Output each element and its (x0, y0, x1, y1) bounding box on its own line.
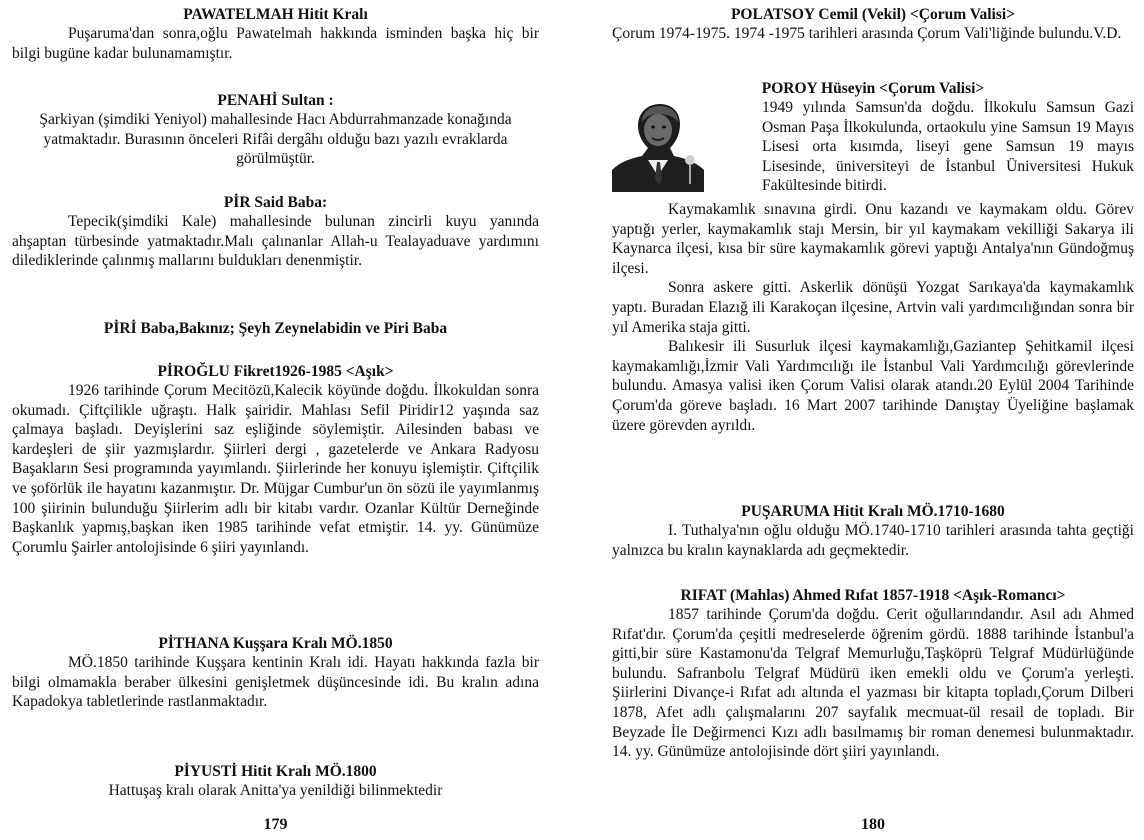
entry-heading: PİROĞLU Fikret1926-1985 <Aşık> (157, 363, 394, 380)
entry-text: 1857 tarihinde Çorum'da doğdu. Cerit oğullarındandır. Asıl adı Ahmed Rıfat'dır. Çorum'da çeşitli medreselerde öğrenim gördü. 1888 tarihinde İstanbul'a gitti,bir süre Kastamonu'da Telgraf Memurluğu,Taşköprü Telgraf Müdürlüğünde bulundu. Safranbolu Telgraf Müdürü iken emekli oldu ve Çorum'a yerleşti. Şiirlerini Divançe-i Rıfat adı altında el yazması bir kitapta topladı,Çorum Dilberi 1878, Afet adlı çalışmalarını 207 sayfalık mecmuat-ül resail de topladı. Bir Beyzade İle Değirmenci Kızı adlı basılmamış bir roman denemesi bulunmaktadır. 14. yy. Günümüze antolojisinde dört şiiri yayınlandı. (612, 606, 1134, 761)
right-page (612, 0, 1134, 840)
entry-heading: PUŞARUMA Hitit Kralı MÖ.1710-1680 (741, 503, 1005, 520)
entry-heading: PİR Said Baba: (223, 194, 328, 211)
entry-text: Kaymakamlık sınavına girdi. Onu kazandı ve kaymakam oldu. Görev yaptığı yerler, kaymakamlık stajı Mersin, bir yıl kaymakam vekilliği Sakarya ili Kaynarca ilçesi, kısa bir süre kaymakamlık görevi yaptığı Antalya'nın Gündoğmuş ilçesi. (612, 200, 1134, 277)
entry-text: 1926 tarihinde Çorum Mecitözü,Kalecik köyünde doğdu. İlkokuldan sonra okumadı. Çiftçilikle uğraştı. Halk şairidir. Mahlası Sefil Piridir12 yaşında saz çalmaya başladı. Deyişlerini saz eşliğinde söylemiştir. Ailesinden babası ve kardeşleri de şiir yazmışlardır. Şiirleri dergi , gazetelerde ve Ankara Radyosu Başakların Sesi programında yayımlandı. Şiirlerinde her konuyu işlemiştir. Çiftçilik ve şoförlük ile hayatını kazanmıştır. Dr. Müjgar Cumbur'un ön sözü ile yayımlanmış 100 şiirinin bulunduğu Şiirlerim adlı bir kitabı vardır. Ozanlar Kültür Derneğinde Başkanlık yapmış,başkan iken 1985 tarihinde vefat etmiştir. 14. yy. Günümüze Çorumlu Şairler antolojisinde 6 şiiri yayınlandı. (12, 382, 539, 556)
entry-heading: RIFAT (Mahlas) Ahmed Rıfat 1857-1918 <Aşık-Romancı> (680, 587, 1066, 604)
entry-heading: PİTHANA Kuşşara Kralı MÖ.1850 (158, 635, 393, 652)
entry-text: MÖ.1850 tarihinde Kuşşara kentinin Kralı idi. Hayatı hakkında fazla bir bilgi olmamakla beraber ülkesini genişletmek düşüncesinde idi. Bu kralın adına Kapadokya tabletlerinde rastlanmaktadır. (12, 654, 539, 711)
entry-piroglu-fikret (12, 363, 539, 557)
entry-text: Puşaruma'dan sonra,oğlu Pawatelmah hakkında isminden başka hiç bir bilgi bugüne kadar bulunamamıştır. (12, 25, 539, 62)
entry-pawatelmah (12, 6, 539, 63)
entry-heading: PİRİ Baba,Bakınız; Şeyh Zeynelabidin ve Piri Baba (103, 320, 448, 337)
portrait-photo (612, 100, 704, 192)
entry-rifat (612, 587, 1134, 762)
entry-heading: POROY Hüseyin <Çorum Valisi> (761, 80, 985, 97)
entry-heading: PAWATELMAH Hitit Kralı (183, 6, 368, 23)
entry-text: Hattuşaş kralı olarak Anitta'ya yenildiği bilinmektedir (108, 782, 443, 799)
entry-intro: 1949 yılında Samsun'da doğdu. İlkokulu Samsun Gazi Osman Paşa İlkokulunda, ortaokulu yine Samsun 19 Mayıs Lisesi orta kısımda, liseyi gene Samsun 19 mayıs Lisesinde, üniversiteyi de İstanbul Üniversitesi Hukuk Fakültesinde bitirdi. (762, 99, 1134, 195)
entry-piri-baba (12, 320, 539, 338)
entry-text: Çorum 1974-1975. 1974 -1975 tarihleri arasında Çorum Vali'liğinde bulundu.V.D. (612, 25, 1122, 42)
entry-piyusti (12, 763, 539, 801)
entry-text: Şarkiyan (şimdiki Yeniyol) mahallesinde Hacı Abdurrahmanzade konağında yatmaktadır. Burasının önceleri Rifâi dergâhı olduğu bazı yazılı evraklarda görülmüştür. (39, 111, 512, 168)
entry-text: I. Tuthalya'nın oğlu olduğu MÖ.1740-1710 tarihleri arasında tahta geçtiği yalnızca bu kralın kaynaklarda adı geçmektedir. (612, 522, 1134, 559)
entry-text: Sonra askere gitti. Askerlik dönüşü Yozgat Sarıkaya'da kaymakamlık yaptı. Buradan Elazığ ili Karakoçan ilçesine, Artvin vali yardımcılığından sonra bir yıl Amerika staja gitti. (612, 279, 1134, 336)
entry-penahi (12, 92, 539, 169)
entry-pithana (12, 635, 539, 712)
entry-heading: PENAHİ Sultan : (217, 92, 334, 109)
left-page (12, 0, 539, 840)
entry-pir-said-baba (12, 194, 539, 271)
entry-pusaruma (612, 503, 1134, 560)
entry-polatsoy (612, 6, 1134, 44)
page-number: 179 (263, 816, 288, 833)
entry-text: Balıkesir ili Susurluk ilçesi kaymakamlığı,Gaziantep Şehitkamil ilçesi kaymakamlığı,İzmir Vali Yardımcılığı ile İstanbul Vali Yardımcılığı görevlerinde bulundu. Amasya valisi iken Çorum Valisi olarak atandı.20 Eylül 2004 Tarihinde Çorum'da göreve başladı. 16 Mart 2007 tarihinde Danıştay Üyeliğine başlamak üzere görevden ayrıldı. (612, 338, 1134, 434)
entry-heading: POLATSOY Cemil (Vekil) <Çorum Valisi> (730, 6, 1016, 23)
entry-text: Tepecik(şimdiki Kale) mahallesinde bulunan zincirli kuyu yanında ahşaptan türbesinde yatmaktadır.Malı çalınanlar Allah-u Tealayaduave yardımını dilediklerinde çalınmış mallarını buldukları denenmiştir. (12, 213, 539, 270)
page-number: 180 (861, 816, 885, 833)
entry-poroy (612, 80, 1134, 435)
entry-heading: PİYUSTİ Hitit Kralı MÖ.1800 (174, 763, 377, 780)
